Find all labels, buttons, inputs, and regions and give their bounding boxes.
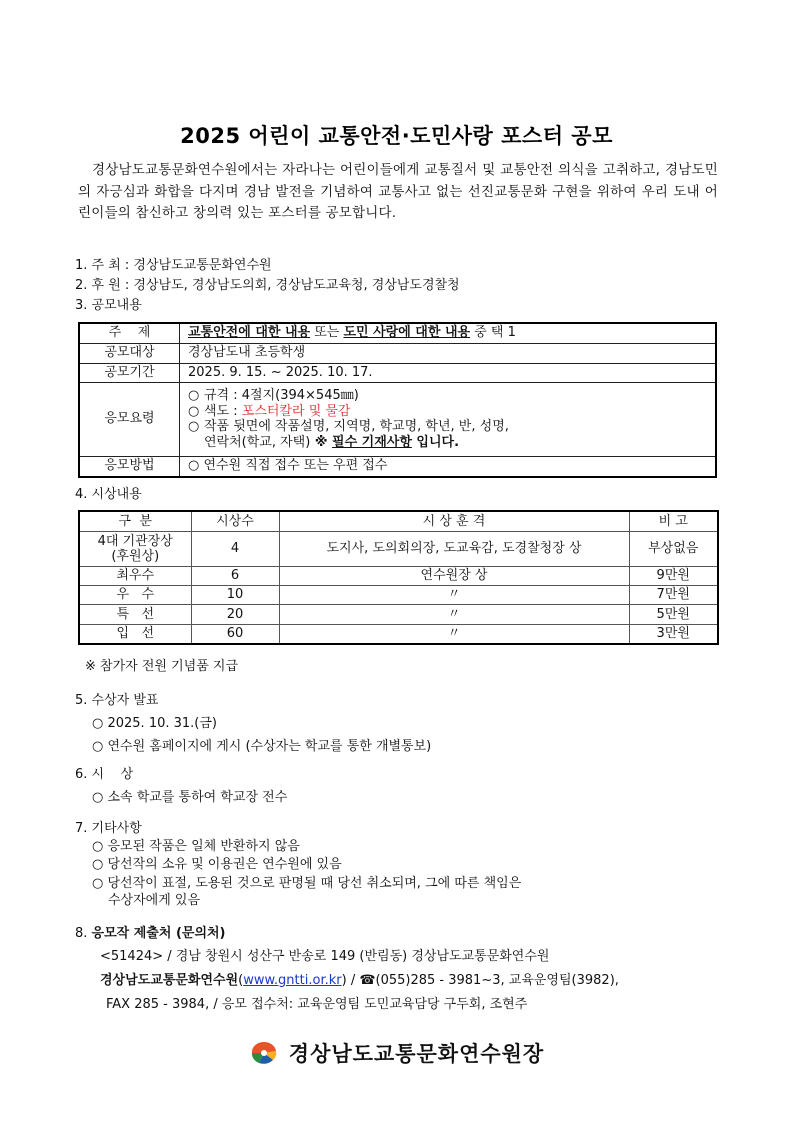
section-number: 8. (75, 926, 92, 941)
section-title: 응모작 제출처 (문의처) (91, 926, 226, 941)
note-end: 입니다. (411, 434, 460, 450)
award-table (78, 510, 719, 645)
contest-table (78, 322, 717, 478)
category-line2: (후원상) (111, 548, 160, 564)
header-count: 시상수 (191, 511, 279, 531)
website-link[interactable]: www.gntti.or.kr (243, 973, 342, 988)
cell-category: 특 선 (79, 604, 191, 624)
section-ceremony: 6. 시 상 (75, 767, 134, 782)
table-row (79, 363, 716, 382)
bullet-icon: ○ (188, 388, 200, 403)
cell-note: 9만원 (629, 566, 718, 585)
header-category: 구 분 (79, 511, 191, 531)
table-row (79, 585, 718, 604)
table-row (79, 531, 718, 566)
theme-or: 또는 (310, 325, 344, 341)
theme-label: 주 제 (79, 323, 180, 343)
cell-count: 20 (191, 604, 279, 624)
header-note: 비 고 (629, 511, 718, 531)
contact-address: <51424> / 경남 창원시 성산구 반송로 149 (반림동) 경상남도교통문화연수원 (100, 949, 550, 964)
guide-back (188, 419, 707, 435)
cell-note: 5만원 (629, 604, 718, 624)
cell-note: 부상없음 (629, 531, 718, 566)
cell-category: 최우수 (79, 566, 191, 585)
section-other: 7. 기타사항 (75, 821, 142, 836)
guide-size-text: 규격 : 4절지(394×545㎜) (204, 388, 359, 403)
cell-award: 연수원장 상 (279, 566, 629, 585)
table-row (79, 323, 716, 343)
cell-note: 7만원 (629, 585, 718, 604)
other-item-cont: 수상자에게 있음 (108, 893, 201, 908)
theme-part1: 교통안전에 대한 내용 (188, 325, 311, 341)
cell-category (79, 531, 191, 566)
cell-award: 〃 (279, 585, 629, 604)
guide-color-value: 포스터칼라 및 물감 (241, 403, 351, 419)
intro-text: 경상남도교통문화연수원에서는 자라나는 어린이들에게 교통질서 및 교통안전 의식을 고취하고, 경남도민의 자긍심과 화합을 다지며 경남 발전을 기념하여 교통사고 없는 선진교통문화 구현을 위하여 우리 도내 어린이들의 참신하고 창의력 있는 포스터를 공모합니다. (78, 162, 718, 221)
cell-category: 우 수 (79, 585, 191, 604)
org-logo-icon (249, 1041, 279, 1065)
period-value: 2025. 9. 15. ~ 2025. 10. 17. (180, 363, 717, 382)
table-row (79, 566, 718, 585)
cell-count: 10 (191, 585, 279, 604)
theme-part2: 도민 사랑에 대한 내용 (343, 325, 471, 341)
target-value: 경상남도내 초등학생 (180, 343, 717, 363)
method-label: 응모방법 (79, 456, 180, 477)
method-value: ○ 연수원 직접 접수 또는 우편 접수 (180, 456, 717, 477)
other-item: ○ 응모된 작품은 일체 반환하지 않음 (92, 839, 300, 854)
signature-text: 경상남도교통문화연수원장 (288, 1042, 545, 1066)
section-announcement: 5. 수상자 발표 (75, 693, 159, 708)
cell-award: 〃 (279, 604, 629, 624)
table-row (79, 604, 718, 624)
target-label: 공모대상 (79, 343, 180, 363)
guide-back2-text: 연락처(학교, 자택) (204, 434, 311, 450)
announce-date: ○ 2025. 10. 31.(금) (92, 716, 218, 731)
table-header-row (79, 511, 718, 531)
guide-color (188, 404, 707, 420)
guide-label: 응모요령 (79, 382, 180, 456)
contact-org-line (100, 972, 619, 990)
guide-back2 (188, 435, 707, 451)
section-submission (75, 925, 226, 943)
cell-award: 〃 (279, 624, 629, 644)
bullet-icon: ○ (188, 419, 200, 434)
guide-size (188, 388, 707, 404)
phone-info: ) / ☎(055)285 - 3981~3, 교육운영팀(3982), (341, 973, 619, 988)
table-row (79, 382, 716, 456)
cell-count: 6 (191, 566, 279, 585)
category-line1: 4대 기관장상 (97, 533, 173, 549)
table-row (79, 456, 716, 477)
announce-method: ○ 연수원 홈페이지에 게시 (수상자는 학교를 통한 개별통보) (92, 739, 432, 754)
section-awards-heading: 4. 시상내용 (75, 487, 142, 502)
org-name: 경상남도교통문화연수원 (100, 973, 239, 988)
cell-note: 3만원 (629, 624, 718, 644)
required-note: 필수 기재사항 (332, 434, 412, 450)
theme-value (180, 323, 717, 343)
cell-category: 입 선 (79, 624, 191, 644)
header-award: 시 상 훈 격 (279, 511, 629, 531)
document-title: 2025 어린이 교통안전·도민사랑 포스터 공모 (180, 124, 613, 148)
theme-choose: 중 택 1 (470, 325, 516, 341)
period-label: 공모기간 (79, 363, 180, 382)
cell-count: 4 (191, 531, 279, 566)
paren: ( (238, 973, 244, 988)
other-item: ○ 당선작이 표절, 도용된 것으로 판명될 때 당선 취소되며, 그에 따른 책임은 (92, 876, 522, 891)
cell-award: 도지사, 도의회의장, 도교육감, 도경찰청장 상 (279, 531, 629, 566)
section-contest-heading: 3. 공모내용 (75, 298, 142, 313)
section-sponsor: 2. 후 원 : 경상남도, 경상남도의회, 경상남도교육청, 경상남도경찰청 (75, 278, 460, 293)
guide-back-text: 작품 뒷면에 작품설명, 지역명, 학교명, 학년, 반, 성명, (204, 419, 509, 434)
ceremony-item: ○ 소속 학교를 통하여 학교장 전수 (92, 790, 288, 805)
table-row (79, 343, 716, 363)
cell-count: 60 (191, 624, 279, 644)
section-host: 1. 주 최 : 경상남도교통문화연수원 (75, 258, 272, 273)
table-row (79, 624, 718, 644)
guide-value (180, 382, 717, 456)
award-note: ※ 참가자 전원 기념품 지급 (85, 659, 239, 674)
other-item: ○ 당선작의 소유 및 이용권은 연수원에 있음 (92, 857, 342, 872)
signature-block (0, 1038, 793, 1068)
contact-fax-line: FAX 285 - 3984, / 응모 접수처: 교육운영팀 도민교육담당 구두회, 조현주 (106, 997, 528, 1012)
intro-paragraph (78, 160, 718, 225)
note-mark: ※ (310, 434, 333, 450)
bullet-icon: ○ (188, 403, 200, 419)
guide-color-prefix: 색도 : (204, 403, 242, 419)
